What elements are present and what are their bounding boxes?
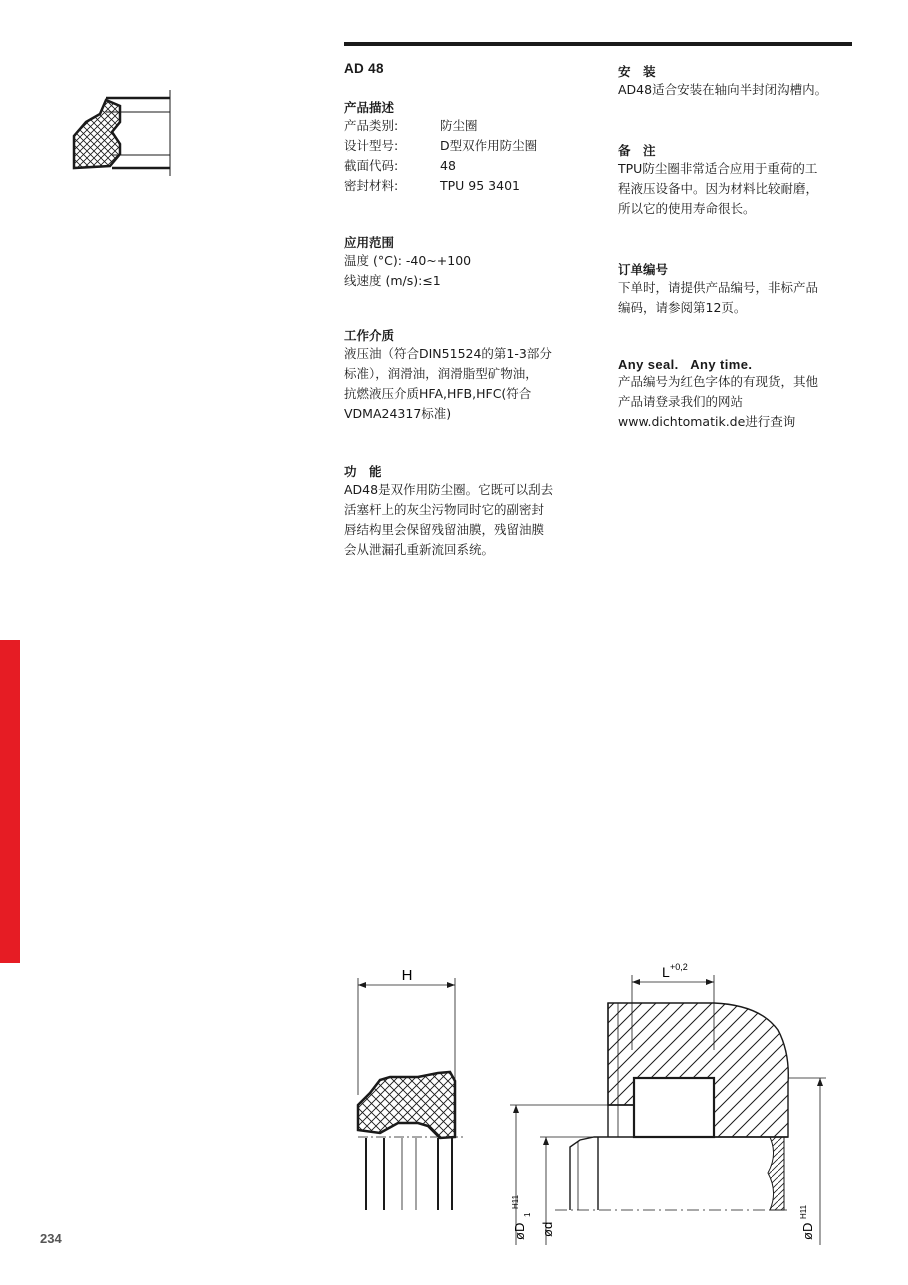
function-line: AD48是双作用防尘圈。它既可以刮去	[344, 482, 554, 497]
ordering-line: 下单时，请提供产品编号，非标产品	[618, 280, 819, 295]
ordering-heading: 订单编号	[618, 262, 669, 277]
ordering-line: 编码，请参阅第12页。	[618, 300, 747, 315]
installation-drawing	[340, 955, 850, 1255]
promo-tagline: Any seal. Any time.	[618, 357, 753, 372]
function-heading: 功 能	[344, 464, 382, 479]
function-line: 会从泄漏孔重新流回系统。	[344, 542, 495, 557]
dimension-d2-tolerance: H11	[799, 1204, 808, 1219]
application-line: 温度 (°C): -40~+100	[344, 253, 472, 268]
installation-heading: 安 装	[618, 64, 656, 79]
application-heading: 应用范围	[344, 235, 395, 250]
housing-section	[608, 1003, 788, 1137]
function-line: 唇结构里会保留残留油膜，残留油膜	[344, 522, 545, 537]
dimension-l-tolerance: +0,2	[670, 962, 688, 972]
seal-profile-icon	[66, 88, 176, 178]
ordering-section	[618, 260, 852, 318]
description-row: 产品类别: 防尘圈	[344, 118, 478, 133]
installation-line: AD48适合安装在轴向半封闭沟槽内。	[618, 82, 828, 97]
dimension-d-label: ød	[540, 1221, 555, 1237]
notes-line: 程液压设备中。因为材料比较耐磨，	[618, 181, 819, 196]
dimension-d1-tolerance: H11	[511, 1194, 520, 1209]
notes-line: 所以它的使用寿命很长。	[618, 201, 756, 216]
media-line: 标准），润滑油，润滑脂型矿物油，	[344, 366, 538, 381]
dimension-h-label: H	[401, 967, 413, 984]
function-section	[344, 462, 584, 560]
notes-section	[618, 141, 852, 219]
media-line: 液压油（符合DIN51524的第1-3部分	[344, 346, 552, 361]
dimension-d1-subscript: 1	[523, 1212, 532, 1217]
promo-line: 产品请登录我们的网站	[618, 394, 744, 409]
description-heading: 产品描述	[344, 100, 395, 115]
notes-heading: 备 注	[618, 143, 656, 158]
application-line: 线速度 (m/s):≤1	[344, 273, 441, 288]
section-tab	[0, 640, 20, 963]
dimension-l-label: L	[662, 964, 670, 980]
promo-line: 产品编号为红色字体的有现货，其他	[618, 374, 819, 389]
page-number: 234	[40, 1231, 62, 1246]
notes-line: TPU防尘圈非常适合应用于重荷的工	[618, 161, 818, 176]
dimension-d1-label: øD	[512, 1222, 527, 1240]
promo-section	[618, 357, 852, 432]
description-row: 设计型号: D型双作用防尘圈	[344, 138, 538, 153]
media-heading: 工作介质	[344, 328, 395, 343]
header-rule	[344, 42, 852, 46]
media-line: 抗燃液压介质HFA,HFB,HFC(符合	[344, 386, 532, 401]
rod-section	[555, 1137, 790, 1210]
installation-section	[618, 62, 852, 100]
media-line: VDMA24317标准)	[344, 406, 452, 421]
function-line: 活塞杆上的灰尘污物同时它的副密封	[344, 502, 545, 517]
website-link[interactable]: www.dichtomatik.de进行查询	[618, 414, 796, 429]
description-row: 密封材料: TPU 95 3401	[344, 178, 520, 193]
description-row: 截面代码: 48	[344, 158, 456, 173]
media-section	[344, 326, 584, 424]
description-section	[344, 98, 584, 196]
application-section	[344, 233, 584, 291]
seal-cross-section	[358, 1072, 464, 1210]
product-code: AD 48	[344, 61, 384, 76]
dimension-d2-label: øD	[800, 1222, 815, 1240]
